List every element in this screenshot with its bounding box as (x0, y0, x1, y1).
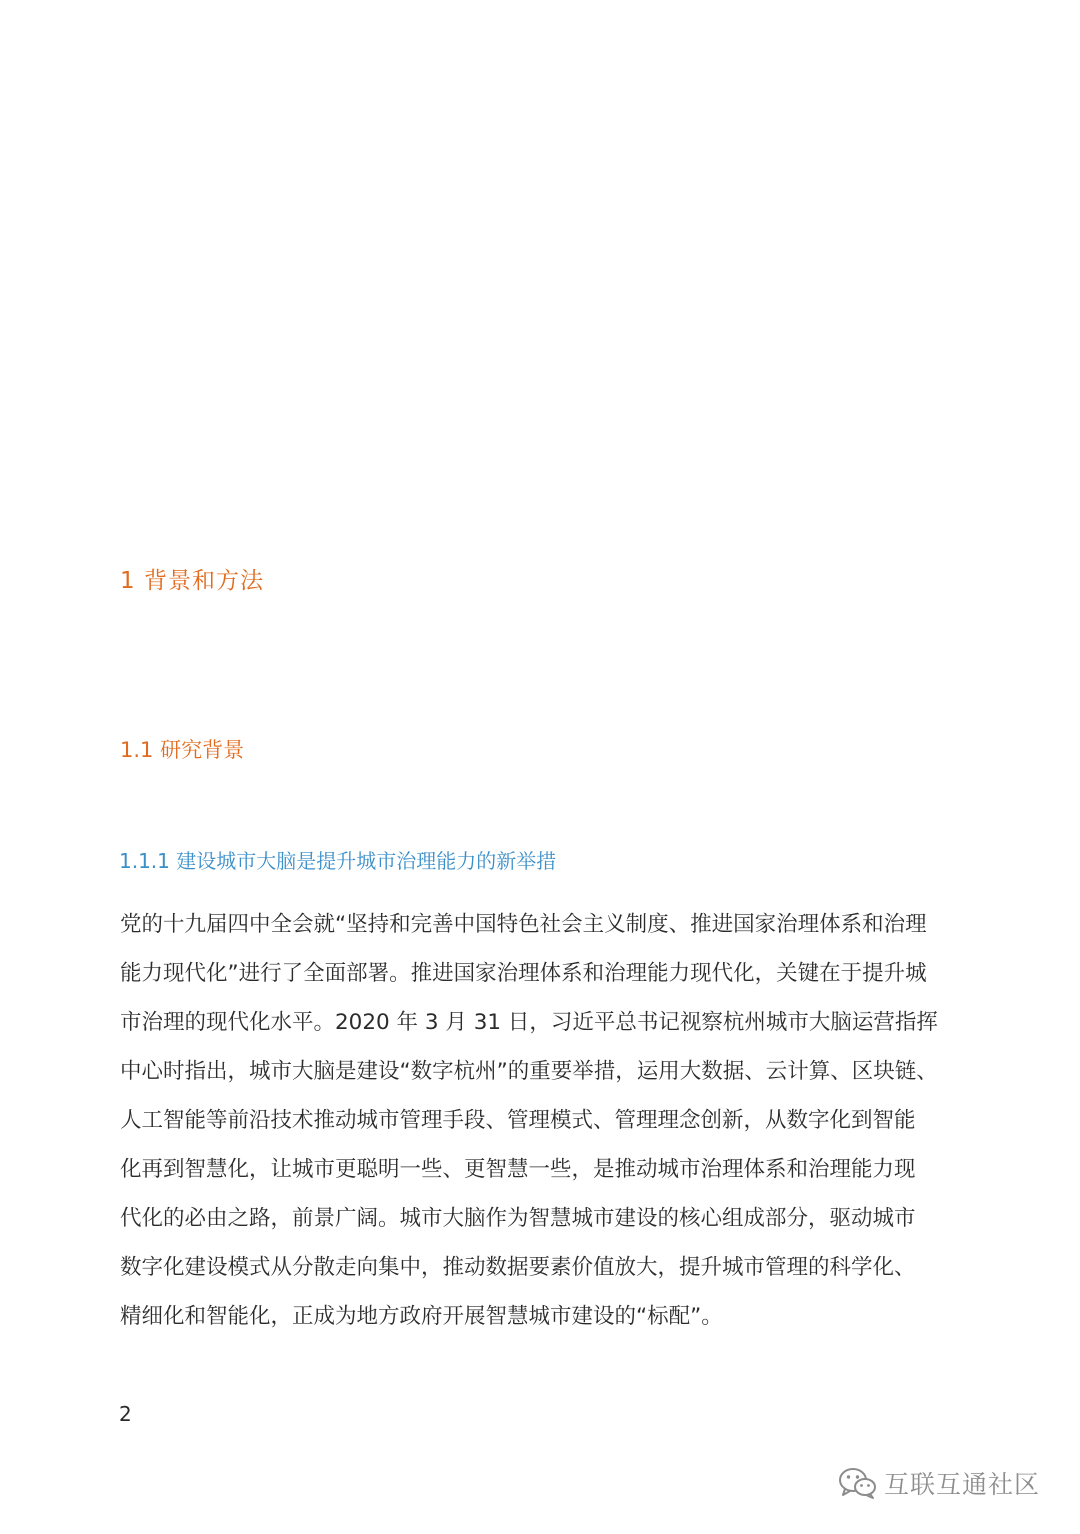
chapter-heading: 1 背景和方法 (120, 568, 264, 594)
body-line: 能力现代化”进行了全面部署。推进国家治理体系和治理能力现代化，关键在于提升城 (120, 961, 927, 986)
body-line: 党的十九届四中全会就“坚持和完善中国特色社会主义制度、推进国家治理体系和治理 (120, 912, 927, 937)
body-line: 代化的必由之路，前景广阔。城市大脑作为智慧城市建设的核心组成部分，驱动城市 (120, 1206, 916, 1231)
body-line: 人工智能等前沿技术推动城市管理手段、管理模式、管理理念创新，从数字化到智能 (120, 1108, 916, 1133)
body-line: 中心时指出，城市大脑是建设“数字杭州”的重要举措，运用大数据、云计算、区块链、 (120, 1059, 938, 1084)
section-heading: 1.1 研究背景 (120, 738, 245, 762)
watermark-text: 互联互通社区 (884, 1470, 1041, 1499)
body-paragraph (120, 900, 970, 1341)
watermark (838, 1465, 1040, 1501)
page-number: 2 (119, 1402, 132, 1426)
wechat-icon (838, 1466, 878, 1500)
subsection-heading: 1.1.1 建设城市大脑是提升城市治理能力的新举措 (119, 849, 557, 873)
body-line: 数字化建设模式从分散走向集中，推动数据要素价值放大，提升城市管理的科学化、 (120, 1255, 916, 1280)
body-line: 市治理的现代化水平。2020 年 3 月 31 日，习近平总书记视察杭州城市大脑运营指挥 (120, 1010, 938, 1035)
body-line: 化再到智慧化，让城市更聪明一些、更智慧一些，是推动城市治理体系和治理能力现 (120, 1157, 916, 1182)
body-line: 精细化和智能化，正成为地方政府开展智慧城市建设的“标配”。 (120, 1304, 723, 1329)
